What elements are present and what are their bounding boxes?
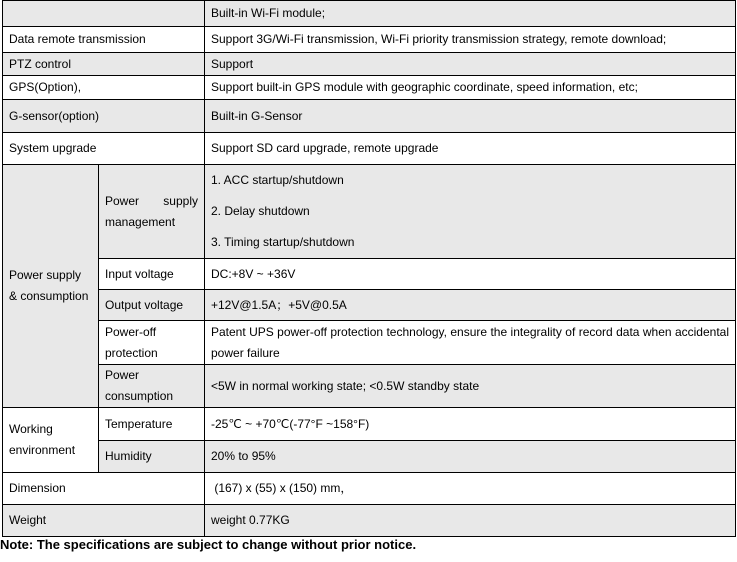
remote-row: [3, 27, 736, 53]
weight-label: Weight: [3, 505, 205, 537]
weight-value: weight 0.77KG: [205, 505, 736, 537]
power-management-label: [99, 165, 205, 259]
wifi-row: [3, 1, 736, 27]
gps-value: Support built-in GPS module with geographic coordinate, speed information, etc;: [205, 76, 736, 100]
consumption-label: [99, 365, 205, 408]
poweroff-label-text: Power-off protection: [105, 324, 158, 360]
poweroff-value: [205, 321, 736, 365]
upgrade-label: System upgrade: [3, 133, 205, 165]
environment-group-label-text: Working environment: [9, 422, 76, 457]
humidity-row: [3, 441, 736, 473]
gsensor-row: [3, 100, 736, 133]
humidity-label: Humidity: [99, 441, 205, 473]
power-group-label-text: Power supply & consumption: [9, 268, 89, 303]
remote-label: Data remote transmission: [3, 27, 205, 53]
power-management-label-text: Power supply management: [105, 193, 198, 229]
ptz-label: PTZ control: [3, 53, 205, 76]
upgrade-value: Support SD card upgrade, remote upgrade: [205, 133, 736, 165]
remote-value: Support 3G/Wi-Fi transmission, Wi-Fi priority transmission strategy, remote download;: [205, 27, 736, 53]
poweroff-label: [99, 321, 205, 365]
power-management-item-1: 1. ACC startup/shutdown: [211, 173, 344, 187]
poweroff-row: [3, 321, 736, 365]
input-voltage-value: DC:+8V ~ +36V: [205, 259, 736, 290]
wifi-label: [3, 1, 205, 27]
disclaimer-note: Note: The specifications are subject to change without prior notice.: [0, 537, 417, 552]
humidity-value: 20% to 95%: [205, 441, 736, 473]
temperature-value: -25℃ ~ +70℃(-77°F ~158°F): [205, 408, 736, 441]
output-voltage-value: +12V@1.5A；+5V@0.5A: [205, 290, 736, 321]
specification-table: [2, 0, 736, 537]
weight-row: [3, 505, 736, 537]
wifi-value: Built-in Wi-Fi module;: [205, 1, 736, 27]
power-management-item-2: 2. Delay shutdown: [211, 204, 310, 218]
consumption-value: <5W in normal working state; <0.5W standby state: [205, 365, 736, 408]
power-group-label: [3, 165, 99, 408]
power-management-row: [3, 165, 736, 259]
ptz-row: [3, 53, 736, 76]
ptz-value: Support: [205, 53, 736, 76]
dimension-label: Dimension: [3, 473, 205, 505]
environment-group-label: [3, 408, 99, 473]
gps-row: [3, 76, 736, 100]
poweroff-value-text: Patent UPS power-off protection technology, ensure the integrality of record data when accidental power failure: [211, 324, 729, 360]
power-management-item-3: 3. Timing startup/shutdown: [211, 235, 355, 249]
output-voltage-label: Output voltage: [99, 290, 205, 321]
dimension-row: [3, 473, 736, 505]
gps-label: GPS(Option),: [3, 76, 205, 100]
temperature-row: [3, 408, 736, 441]
output-voltage-row: [3, 290, 736, 321]
input-voltage-label: Input voltage: [99, 259, 205, 290]
consumption-row: [3, 365, 736, 408]
gsensor-value: Built-in G-Sensor: [205, 100, 736, 133]
consumption-label-text: Power consumption: [105, 368, 174, 403]
power-management-value: [205, 165, 736, 259]
dimension-value: (167) x (55) x (150) mm，: [205, 473, 736, 505]
upgrade-row: [3, 133, 736, 165]
input-voltage-row: [3, 259, 736, 290]
gsensor-label: G-sensor(option): [3, 100, 205, 133]
temperature-label: Temperature: [99, 408, 205, 441]
